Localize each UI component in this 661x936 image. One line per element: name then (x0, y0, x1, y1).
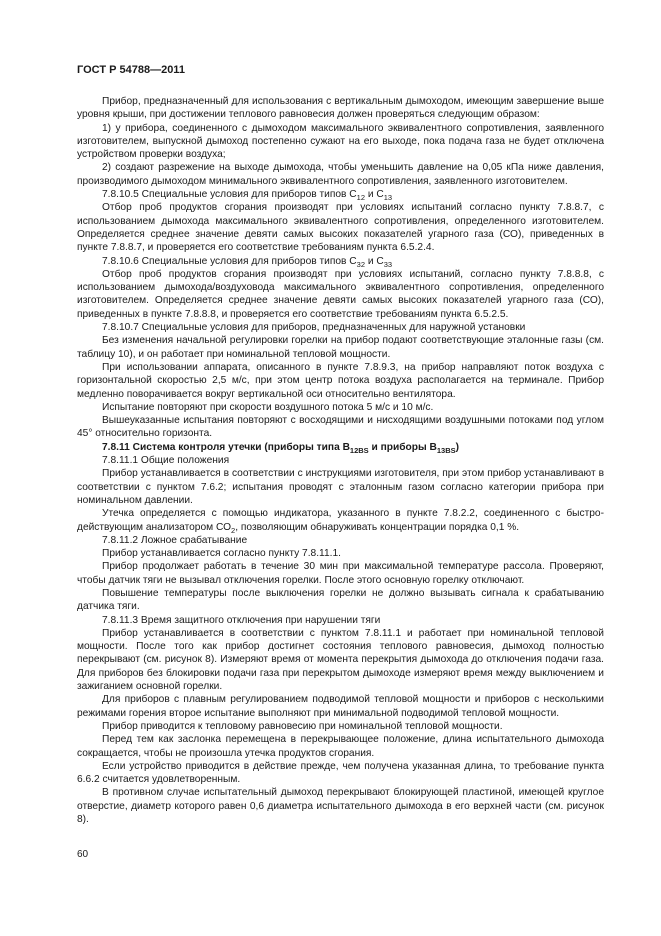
subscript: 12 (356, 193, 365, 203)
paragraph (77, 507, 604, 534)
text-run: Утечка определяется с помощью индикатора, указанного в пункте 7.8.2.2, соединенного с быстродействующим анализатором СО (77, 508, 604, 533)
text-run: 7.8.10.7 Специальные условия для приборов, предназначенных для наружной установки (102, 322, 526, 334)
paragraph: Отбор проб продуктов сгорания производят при условиях испытаний, согласно пункту 7.8.8.8, с использованием дымохода/воздуховода максимального эквивалентного сопротивления, определенного изготовителем. Определяется среднее значение девяти самых высоких показателей угарного газа (СО), приведенных в пункте 7.8.8.8, и проверяется его соответствие требованиям пункта 6.5.2.5. (77, 268, 604, 320)
subsection-heading (77, 614, 604, 627)
paragraph: Прибор устанавливается в соответствии с инструкциями изготовителя, при этом прибор устанавливают в соответствии с пунктом 7.6.2; испытания проводят с эталонным газом согласно категории прибора при номинальном давлении. (77, 468, 604, 506)
text-run: ) (455, 441, 460, 453)
text-run: 7.8.11.3 Время защитного отключения при нарушении тяги (102, 614, 381, 626)
paragraph: Прибор устанавливается согласно пункту 7.8.11.1. (102, 548, 341, 560)
paragraph: Прибор, предназначенный для использования с вертикальным дымоходом, имеющим завершение выше уровня крыши, при достижении теплового равновесия должен проверяться следующим образом: (77, 96, 604, 121)
subsection-heading (77, 321, 604, 334)
subscript: 33 (383, 259, 393, 269)
subscript: 13BS (436, 445, 456, 455)
paragraph: При использовании аппарата, описанного в пункте 7.8.9.3, на прибор направляют поток воздуха с горизонтальной скоростью 2,5 м/с, при этом центр потока воздуха располагается на терминале. Прибор медленно поворачивается вокруг вертикальной оси относительно вентилятора. (77, 361, 604, 400)
text-run: 7.8.10.6 Специальные условия для приборов типов С (102, 255, 357, 267)
subscript: 12BS (349, 445, 369, 455)
subscript: 13 (383, 193, 393, 203)
paragraph: 2) создают разрежение на выходе дымохода, чтобы уменьшить давление на 0,05 кПа ниже давления, производимого дымоходом минимального эквивалентного сопротивления, заявленного изготовителем. (77, 162, 604, 187)
subsection-heading (77, 454, 604, 467)
paragraph: Прибор приводится к тепловому равновесию при номинальной тепловой мощности. (102, 720, 503, 732)
page-number: 60 (77, 849, 89, 860)
paragraph: Отбор проб продуктов сгорания производят при условиях испытаний согласно пункту 7.8.8.7, с использованием дымохода максимального эквивалентного сопротивления, определенного изготовителем. Определяется среднее значение девяти самых высоких показателей угарного газа (СО), приведенных в пункте 7.8.8.7, и проверяется его соответствие требованиям пункта 6.5.2.4. (77, 202, 604, 254)
text-run: и приборы В (368, 441, 437, 453)
document-body (77, 95, 604, 826)
subsection-heading (77, 255, 604, 268)
document-header: ГОСТ Р 54788—2011 (77, 64, 185, 76)
paragraph: Повышение температуры после выключения горелки не должно вызывать сигнала к срабатыванию датчика тяги. (77, 587, 604, 613)
paragraph: Испытание повторяют при скорости воздушного потока 5 м/с и 10 м/с. (102, 401, 434, 413)
subscript: 2 (231, 525, 236, 535)
paragraph: Вышеуказанные испытания повторяют с восходящими и нисходящими воздушными потоками под углом 45° относительно горизонта. (77, 415, 604, 440)
paragraph: 1) у прибора, соединенного с дымоходом максимального эквивалентного сопротивления, заявленного изготовителем, выпускной дымоход постепенно сужают на его выходе, пока подача газа не будет отключена устройством проверки воздуха; (77, 122, 604, 161)
paragraph: Перед тем как заслонка перемещена в перекрывающее положение, длина испытательного дымохода сокращается, чтобы не произошла утечка продуктов сгорания. (77, 734, 604, 759)
paragraph: В противном случае испытательный дымоход перекрывают блокирующей пластиной, имеющей круглое отверстие, диаметр которого равен 0,6 диаметра испытательного дымохода в его верхней части (см. рисунок 8). (77, 787, 604, 826)
text-run: 7.8.11.2 Ложное срабатывание (102, 534, 248, 546)
paragraph: Прибор продолжает работать в течение 30 мин при максимальной температуре рассола. Проверяют, чтобы датчик тяги не вызывал отключения горелки. После этого основную горелку отключают. (77, 561, 604, 586)
text-run: и С (365, 255, 384, 267)
paragraph: Если устройство приводится в действие прежде, чем получена указанная длина, то требование пункта 6.6.2 считается удовлетворенным. (77, 760, 604, 786)
paragraph: Для приборов с плавным регулированием подводимой тепловой мощности и приборов с несколькими режимами горения второе испытание выполняют при минимальной подводимой тепловой мощности. (77, 694, 604, 719)
subsection-heading (77, 534, 604, 547)
text-run: 7.8.11.1 Общие положения (102, 455, 230, 467)
paragraph: Без изменения начальной регулировки горелки на прибор подают соответствующие эталонные газы (см. таблицу 10), и он работает при номинальной тепловой мощности. (77, 335, 604, 360)
section-heading (77, 441, 604, 454)
text-run: 7.8.11 Система контроля утечки (приборы типа В (102, 441, 350, 453)
text-run: , позволяющим обнаруживать концентрации порядка 0,1 %. (235, 521, 520, 533)
text-run: и С (365, 189, 384, 201)
text-run: 7.8.10.5 Специальные условия для приборов типов С (102, 189, 357, 201)
subscript: 32 (356, 259, 365, 269)
paragraph: Прибор устанавливается в соответствии с пунктом 7.8.11.1 и работает при номинальной тепловой мощности. После того как прибор достигнет состояния теплового равновесия, дымоход полностью перекрывают (см. рисунок 8). Измеряют время от момента перекрытия дымохода до отключения подачи газа. Для приборов без блокировки подачи газа при перекрытом дымоходе измеряют время между выключением и зажиганием основной горелки. (77, 627, 604, 693)
subsection-heading (77, 188, 604, 201)
